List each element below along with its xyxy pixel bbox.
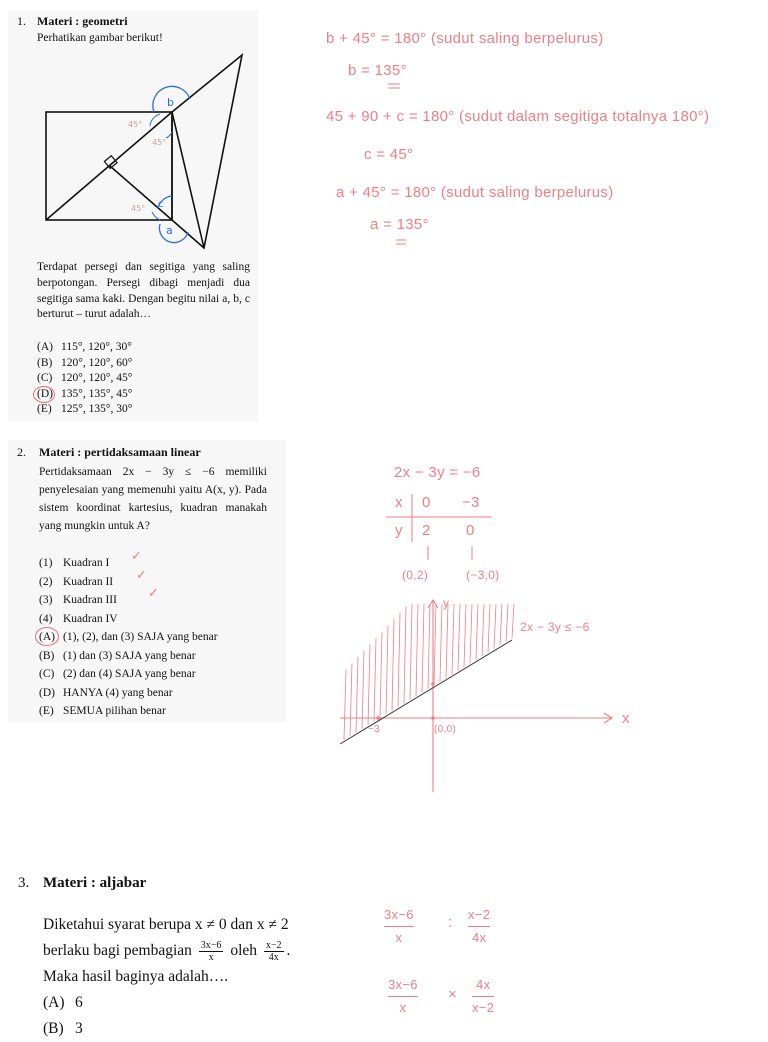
hw-q2-y-label: y <box>395 522 403 539</box>
option-b[interactable]: (B) (1) dan (3) SAJA yang benar <box>39 649 196 662</box>
hw-q2-point1: (0,2) <box>402 568 429 582</box>
hw-q2-origin: (0,0) <box>434 724 457 735</box>
option-e[interactable]: (E) SEMUA pilihan benar <box>39 705 166 717</box>
option-c[interactable]: (C) (2) dan (4) SAJA yang benar <box>39 668 196 680</box>
label-angle-3: 45° <box>131 204 146 213</box>
hatch-stroke <box>458 604 460 671</box>
hatch-stroke <box>452 604 454 674</box>
fraction-1: $\frac{3x-6}{x}$ <box>200 939 222 963</box>
option-a[interactable]: (A) (1), (2), dan (3) SAJA yang benar <box>39 631 218 643</box>
hw-q2-point2: (−3,0) <box>466 568 500 582</box>
question-3-number: 3. <box>18 875 30 891</box>
statement-2: (2) Kuadran II <box>39 575 114 588</box>
option-a[interactable]: (A) 115°, 120°, 30° <box>37 341 132 353</box>
statement-4: (4) Kuadran IV <box>39 612 118 625</box>
hatch-stroke <box>386 625 388 714</box>
label-b: b <box>167 96 174 109</box>
hatch-stroke <box>506 604 508 642</box>
question-1-intro: Perhatikan gambar berikut! <box>37 32 163 44</box>
option-b[interactable]: (B) 3 <box>43 1020 83 1037</box>
hw-q2-y0: 2 <box>422 522 431 539</box>
question-1-title: Materi : geometri <box>37 14 128 28</box>
hatch-stroke <box>374 638 376 721</box>
hw-q1-line2: b = 135° <box>348 62 407 79</box>
hw-q3-frac4: 4x x−2 <box>472 974 494 1019</box>
option-c[interactable]: (C) 120°, 120°, 45° <box>37 372 133 385</box>
label-angle-1: 45° <box>128 120 143 129</box>
hw-q3-frac2: x−2 4x <box>468 904 490 949</box>
hatch-stroke <box>380 632 382 718</box>
question-1-number: 1. <box>17 14 26 28</box>
hw-q2-graph-ineq: 2x − 3y ≤ −6 <box>520 620 590 634</box>
question-1-text: Terdapat persegi dan segitiga yang saling berpotongan. Persegi dibagi menjadi dua segitiga sama kaki. Dengan begitu nilai a, b, c berturut – turut adalah… <box>37 261 250 321</box>
hatch-stroke <box>368 644 370 725</box>
hatch-stroke <box>392 619 394 710</box>
question-2-number: 2. <box>17 445 26 459</box>
hw-q2-equation: 2x − 3y = −6 <box>394 464 481 481</box>
hatch-stroke <box>440 604 442 682</box>
hatch-stroke <box>422 604 424 692</box>
hw-q1-line4: c = 45° <box>364 146 414 163</box>
hatch-stroke <box>344 670 346 740</box>
hatch-stroke <box>464 604 466 667</box>
statement-1: (1) Kuadran I <box>39 557 110 569</box>
option-d[interactable]: (D) 135°, 135°, 45° <box>37 387 133 400</box>
fraction-2: $\frac{x-2}{4x}$ <box>265 939 282 963</box>
hatch-stroke <box>416 604 418 696</box>
label-c: c <box>158 199 164 210</box>
question-3-title: Materi : aljabar <box>43 875 147 891</box>
hw-q1-line6: a = 135° <box>370 216 429 233</box>
hatch-stroke <box>482 604 484 656</box>
option-d[interactable]: (D) HANYA (4) yang benar <box>39 686 173 699</box>
hw-q2-x-label: x <box>395 494 403 511</box>
hw-q1-line5: a + 45° = 180° (sudut saling berpelurus) <box>336 184 614 201</box>
question-3-line1: Diketahui syarat berupa x ≠ 0 dan x ≠ 2 <box>43 916 289 933</box>
hw-q1-line1: b + 45° = 180° (sudut saling berpelurus) <box>326 30 604 47</box>
hw-q2-axis-x: x <box>622 710 630 727</box>
hatch-stroke <box>398 613 400 707</box>
hatch-stroke <box>512 604 514 638</box>
hw-q2-y1: 0 <box>466 522 475 539</box>
hatch-stroke <box>494 604 496 649</box>
question-3-line2: berlaku bagi pembagian $\frac{3x-6}{x}$ oleh $\frac{x-2}{4x}$ . <box>43 939 291 963</box>
hatch-stroke <box>476 604 478 660</box>
label-angle-2: 45° <box>152 138 167 147</box>
hw-q2-x1: −3 <box>462 494 480 511</box>
option-b[interactable]: (B) 120°, 120°, 60° <box>37 356 133 369</box>
hw-q2-x0: 0 <box>422 494 431 511</box>
check-icon-1: ✓ <box>131 549 142 564</box>
hatch-stroke <box>488 604 490 653</box>
check-icon-3: ✓ <box>148 586 159 601</box>
hw-q3-frac1: 3x−6 x <box>384 904 414 949</box>
statement-3: (3) Kuadran III <box>39 594 117 606</box>
hw-q3-op2: × <box>448 986 458 1003</box>
hatch-stroke <box>428 604 430 689</box>
option-a[interactable]: (A) 6 <box>43 994 83 1011</box>
question-3-body <box>43 912 343 1042</box>
hw-q3-frac3: 3x−6 x <box>388 974 418 1019</box>
hatch-stroke <box>434 604 436 685</box>
question-2-title: Materi : pertidaksamaan linear <box>39 445 201 459</box>
hw-q1-line3: 45 + 90 + c = 180° (sudut dalam segitiga totalnya 180°) <box>326 108 710 125</box>
hatch-stroke <box>350 663 352 736</box>
hw-q2-axis-y: y <box>443 596 450 610</box>
option-e[interactable]: (E) 125°, 135°, 30° <box>37 403 133 416</box>
hatch-stroke <box>500 604 502 645</box>
hw-q3-op1: : <box>448 914 453 931</box>
hatch-stroke <box>356 657 358 732</box>
graph-shading <box>344 604 514 740</box>
label-a: a <box>166 224 173 237</box>
question-2-text: Pertidaksamaan 2x − 3y ≤ −6 memiliki penyelesaian yang memenuhi yaitu A(x, y). Pada sistem koordinat kartesius, kuadran manakah yang mungkin untuk A? <box>39 466 267 532</box>
hw-q2-tick-neg3: −3 <box>368 724 381 735</box>
hatch-stroke <box>470 604 472 663</box>
check-icon-2: ✓ <box>136 568 147 583</box>
hatch-stroke <box>446 604 448 678</box>
question-3-line3: Maka hasil baginya adalah…. <box>43 968 229 985</box>
hatch-stroke <box>404 607 406 704</box>
graph-boundary-line <box>340 640 512 744</box>
hatch-stroke <box>362 651 364 729</box>
hatch-stroke <box>410 604 412 700</box>
